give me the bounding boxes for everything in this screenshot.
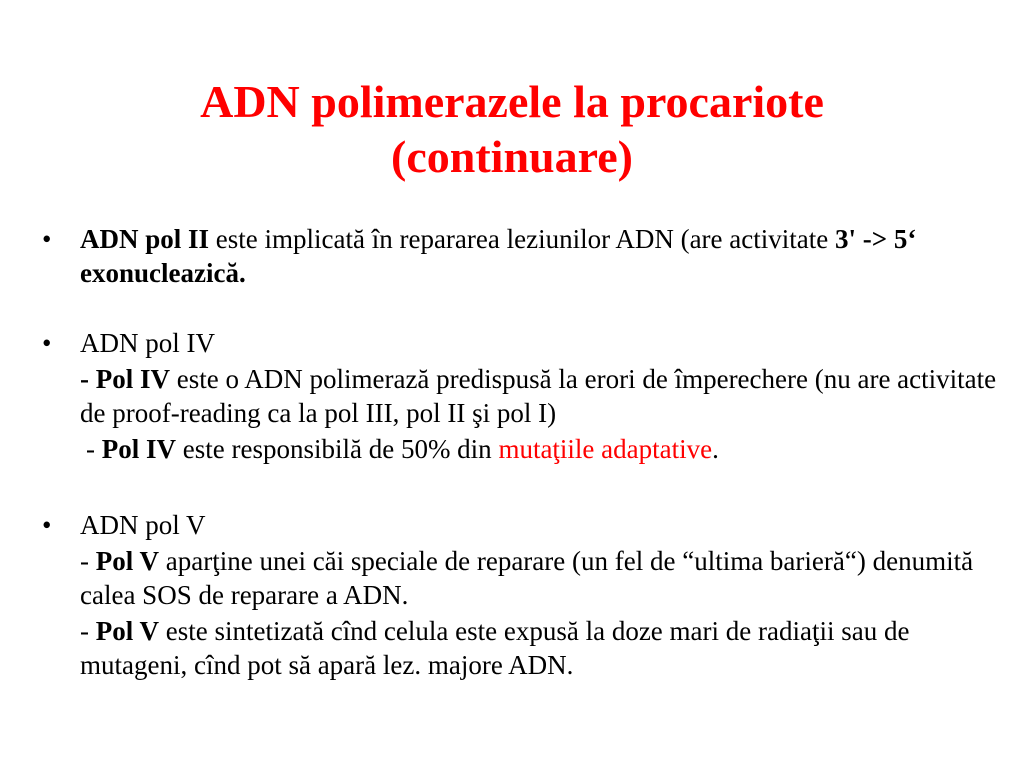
bullet-marker: • xyxy=(42,328,52,358)
pol-v-detail-2 xyxy=(0,614,1010,682)
pol-iv-heading: ADN pol IV xyxy=(80,328,215,358)
pol-iv-detail-1 xyxy=(0,362,1010,430)
pol-iv-term: - Pol IV xyxy=(80,364,170,394)
dash: - xyxy=(80,616,96,646)
pol-v-sos-text: aparţine unei căi speciale de reparare (un fel de “ultima barieră“) denumită calea SOS de reparare a ADN. xyxy=(80,546,974,610)
dash: - xyxy=(80,546,96,576)
period: . xyxy=(712,434,719,464)
pol-iv-error-prone-text: este o ADN polimerază predispusă la erori de împerechere (nu are activitate de proof-reading ca la pol III, pol II şi pol I) xyxy=(80,364,997,428)
pol-v-synthesis-text: este sintetizată cînd celula este expusă la doze mari de radiaţii sau de mutageni, cînd pot să apară lez. majore ADN. xyxy=(80,616,910,680)
bullet-marker: • xyxy=(42,224,52,254)
pol-ii-exonuclease: 3' -> 5‘ exonucleazică. xyxy=(80,224,917,288)
bullet-pol-v xyxy=(0,508,1010,542)
bullet-pol-iv xyxy=(0,326,1010,360)
dash: - xyxy=(86,434,102,464)
bullet-marker: • xyxy=(42,510,52,540)
term-adn-pol-ii: ADN pol II xyxy=(80,224,210,254)
slide-title xyxy=(60,74,964,184)
pol-iv-responsible-text: este responsibilă de 50% din xyxy=(176,434,499,464)
bullet-pol-ii xyxy=(0,222,1010,290)
title-line-2: (continuare) xyxy=(391,131,633,182)
pol-ii-description: este implicată în repararea leziunilor ADN (are activitate xyxy=(209,224,835,254)
pol-v-heading: ADN pol V xyxy=(80,510,206,540)
pol-v-term: Pol V xyxy=(95,616,160,646)
pol-iv-term: Pol IV xyxy=(101,434,176,464)
pol-v-term: Pol V xyxy=(95,546,160,576)
pol-v-detail-1 xyxy=(0,544,1010,612)
adaptive-mutations-highlight: mutaţiile adaptative xyxy=(498,434,713,464)
title-line-1: ADN polimerazele la procariote xyxy=(200,76,824,127)
pol-iv-detail-2 xyxy=(0,432,1016,466)
slide-body xyxy=(0,222,1024,682)
